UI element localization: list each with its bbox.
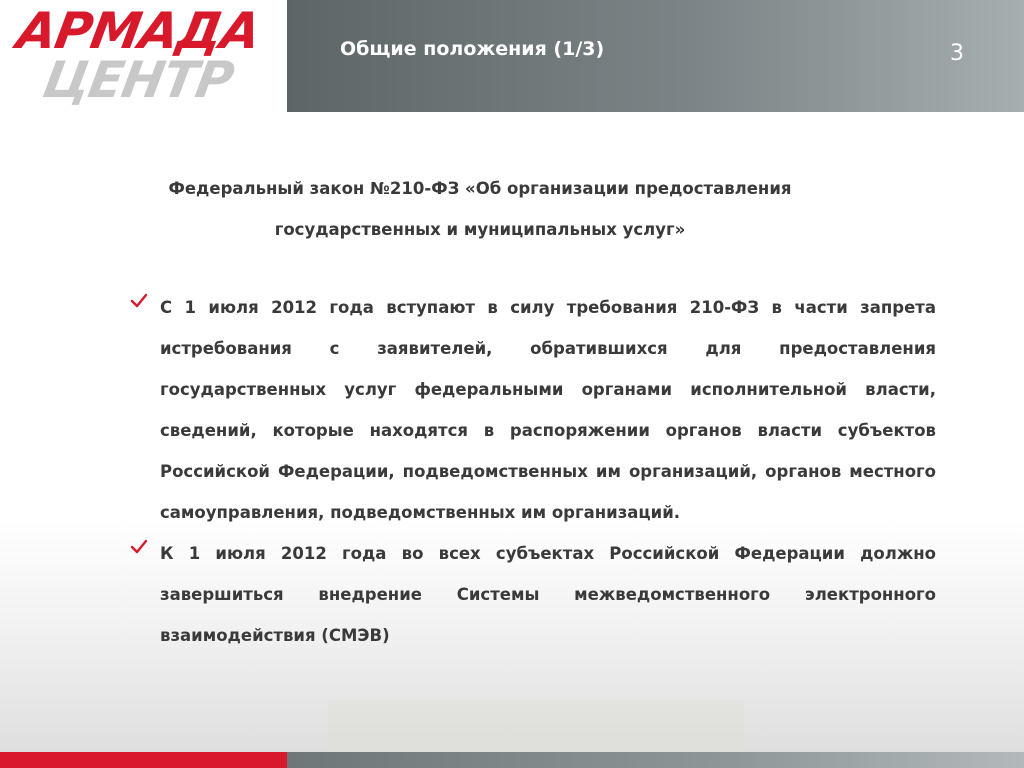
slide-number: 3 [950, 41, 964, 66]
bullet-item [128, 533, 936, 656]
footer-shade [328, 700, 744, 752]
bullet-text: К 1 июля 2012 года во всех субъектах Российской Федерации должно завершиться внедрение Системы межведомственного электронного взаимодействия (СМЭВ) [160, 544, 936, 645]
logo-text-armada: АРМАДА [12, 2, 265, 60]
footer-red-bar [0, 752, 287, 768]
bullet-text: С 1 июля 2012 года вступают в силу требования 210-ФЗ в части запрета истребования с заявителей, обратившихся для предоставления государственных услуг федеральными органами исполнительной власти, сведений, которые находятся в распоряжении органов власти субъектов Российской Федерации, подведомственных им организаций, органов местного самоуправления, подведомственных им организаций. [160, 298, 936, 522]
slide-title: Общие положения (1/3) [340, 38, 605, 60]
logo [0, 0, 287, 112]
bullet-list [128, 287, 936, 656]
checkmark-icon [130, 538, 148, 556]
checkmark-icon [130, 292, 148, 310]
logo-text-center: ЦЕНТР [38, 51, 238, 109]
bullet-item [128, 287, 936, 533]
subtitle-line-2: государственных и муниципальных услуг» [274, 220, 686, 239]
law-subtitle [150, 168, 810, 250]
header-bar [287, 0, 1024, 112]
footer-grey-bar [287, 752, 1024, 768]
subtitle-line-1: Федеральный закон №210-ФЗ «Об организации предоставления [168, 179, 792, 198]
